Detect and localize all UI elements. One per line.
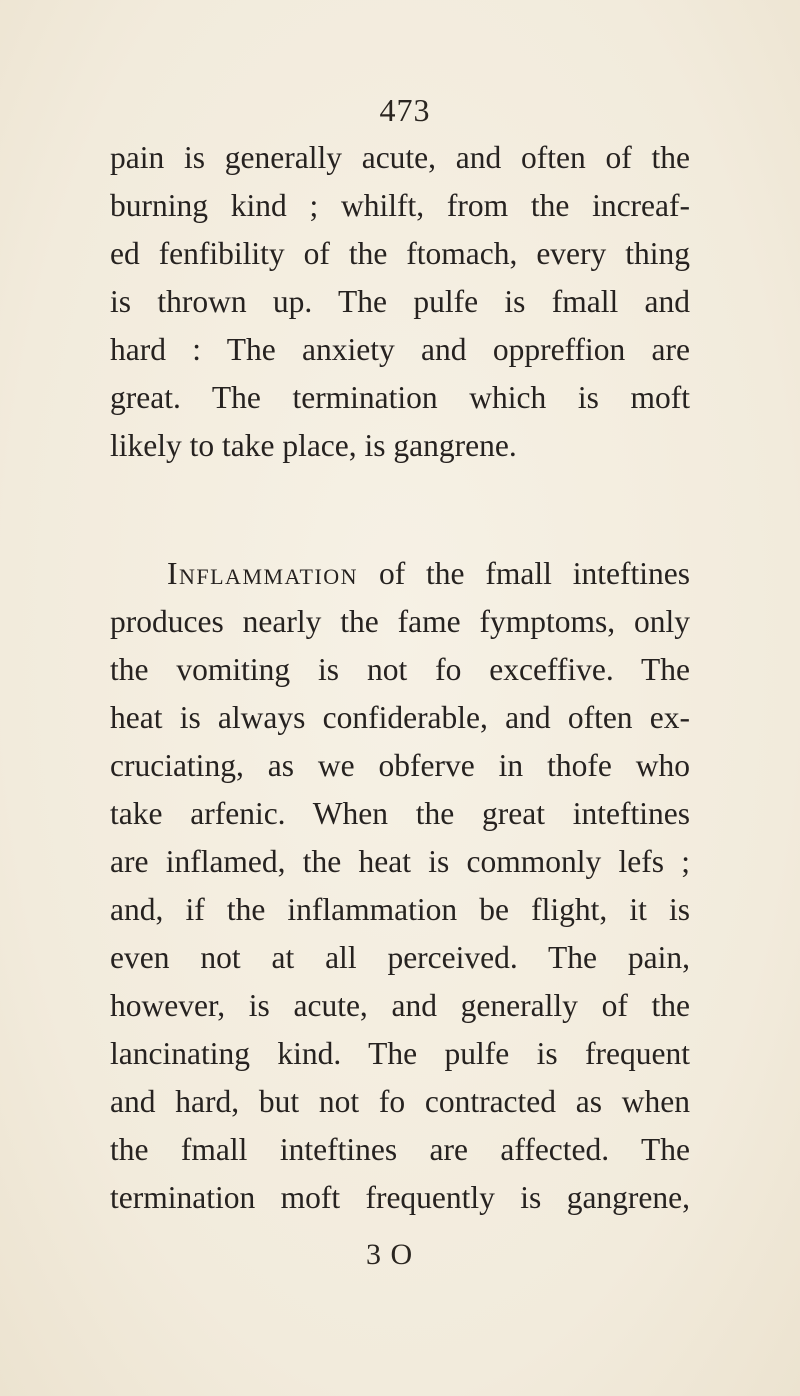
text-line: and, if the inflammation be flight, it is	[110, 892, 690, 927]
text-line: cruciating, as we obferve in thofe who	[110, 748, 690, 783]
paragraph-2-first-line	[167, 550, 690, 598]
text-line: ed fenfibility of the ftomach, every thing	[110, 236, 690, 271]
text-line: however, is acute, and generally of the	[110, 988, 690, 1023]
text-line: likely to take place, is gangrene.	[110, 428, 517, 463]
text-line: even not at all perceived. The pain,	[110, 940, 690, 975]
text-line: great. The termination which is moft	[110, 380, 690, 415]
text-line: lancinating kind. The pulfe is frequent	[110, 1036, 690, 1071]
page-number: 473	[379, 92, 431, 128]
text-line: burning kind ; whilft, from the increaf-	[110, 188, 690, 223]
text-line: hard : The anxiety and oppreffion are	[110, 332, 690, 367]
text-line: are inflamed, the heat is commonly lefs ;	[110, 844, 690, 879]
text-line: the vomiting is not fo exceffive. The	[110, 652, 690, 687]
lead-word: Inflammation	[167, 556, 359, 591]
text-line: termination moft frequently is gangrene,	[110, 1180, 690, 1215]
text-line: is thrown up. The pulfe is fmall and	[110, 284, 690, 319]
lead-rest: of the fmall inteftines	[358, 556, 690, 591]
text-line: produces nearly the fame fymptoms, only	[110, 604, 690, 639]
text-line: the fmall inteftines are affected. The	[110, 1132, 690, 1167]
text-line: heat is always confiderable, and often ex-	[110, 700, 690, 735]
text-line: take arfenic. When the great inteftines	[110, 796, 690, 831]
text-line: pain is generally acute, and often of the	[110, 140, 690, 175]
signature-mark: 3 O	[366, 1238, 414, 1271]
text-line: and hard, but not fo contracted as when	[110, 1084, 690, 1119]
